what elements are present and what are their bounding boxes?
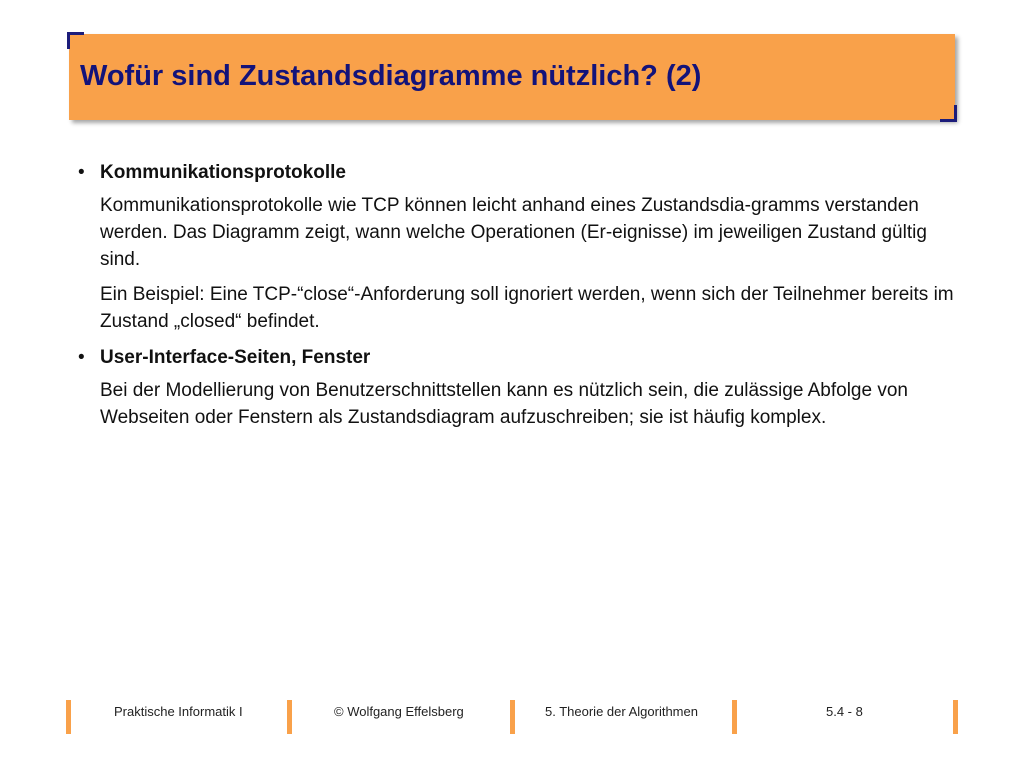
bullet-heading-text: Kommunikationsprotokolle: [100, 162, 346, 183]
slide-title: Wofür sind Zustandsdiagramme nützlich? (2): [80, 60, 702, 92]
footer-chapter: 5. Theorie der Algorithmen: [545, 704, 698, 719]
bullet-heading: [78, 345, 958, 371]
bullet-item-kommunikationsprotokolle: [78, 160, 958, 335]
bullet-item-user-interface: [78, 345, 958, 431]
slide-content: [78, 160, 958, 441]
bullet-paragraph: Kommunikationsprotokolle wie TCP können leicht anhand eines Zustandsdia-gramms verstanden werden. Das Diagramm zeigt, wann welche Operationen (Er-eignisse) im jeweiligen Zustand gültig sind.: [100, 195, 927, 270]
footer-course: Praktische Informatik I: [114, 704, 243, 719]
footer-page-number: 5.4 - 8: [826, 704, 863, 719]
bullet-icon: •: [78, 162, 85, 183]
corner-bracket-bottom-right: [940, 105, 957, 122]
title-bar: [69, 34, 955, 120]
bullet-icon: •: [78, 347, 85, 368]
bullet-heading: [78, 160, 958, 186]
footer-divider: [510, 700, 515, 734]
footer-author: © Wolfgang Effelsberg: [334, 704, 464, 719]
footer-divider: [66, 700, 71, 734]
footer-divider: [732, 700, 737, 734]
bullet-paragraph: Bei der Modellierung von Benutzerschnittstellen kann es nützlich sein, die zulässige Abfolge von Webseiten oder Fenstern als Zustandsdiagram aufzuschreiben; sie ist häufig komplex.: [100, 380, 908, 428]
bullet-heading-text: User-Interface-Seiten, Fenster: [100, 347, 371, 368]
slide-footer: [0, 700, 1024, 736]
footer-divider: [287, 700, 292, 734]
footer-divider: [953, 700, 958, 734]
corner-bracket-top-left: [67, 32, 84, 49]
bullet-paragraph: Ein Beispiel: Eine TCP-“close“-Anforderung soll ignoriert werden, wenn sich der Teilnehmer bereits im Zustand „closed“ befindet.: [100, 284, 954, 332]
